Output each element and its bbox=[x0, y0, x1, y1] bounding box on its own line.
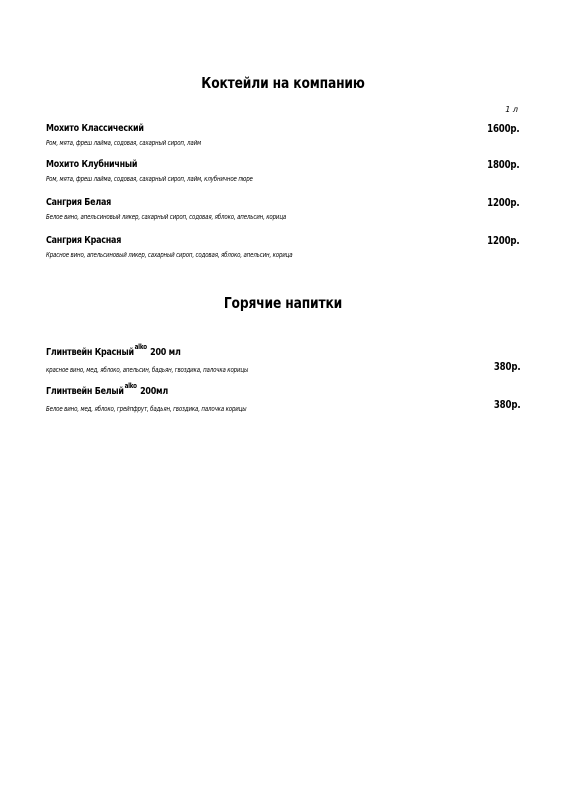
item-price: 1800р. bbox=[487, 159, 520, 171]
volume-unit-label: 1 л bbox=[505, 105, 518, 114]
item-name: Сангрия Красная bbox=[46, 235, 122, 246]
item-description: Красное вино, апельсиновый ликер, сахарный сироп, содовая, яблоко, апельсин, корица bbox=[46, 250, 293, 259]
item-price: 1200р. bbox=[487, 197, 520, 209]
item-description: Ром, мята, фреш лайма, содовая, сахарный сироп, лайм bbox=[46, 138, 201, 147]
item-name: Глинтвейн Красный bbox=[46, 347, 134, 358]
item-description: Белое вино, апельсиновый ликер, сахарный сироп, содовая, яблоко, апельсин, корица bbox=[46, 212, 287, 221]
item-description: красное вино, мед, яблоко, апельсин, бадьян, гвоздика, палочка корицы bbox=[46, 365, 249, 374]
item-name: Мохито Классический bbox=[46, 123, 144, 134]
item-name-line bbox=[46, 382, 168, 397]
alko-tag: alko bbox=[134, 343, 147, 351]
section-title-hot-drinks: Горячие напитки bbox=[223, 294, 343, 312]
item-volume: 200мл bbox=[140, 386, 168, 397]
alko-tag: alko bbox=[124, 382, 137, 390]
item-price: 380р. bbox=[493, 361, 520, 373]
item-description: Белое вино, мед, яблоко, грейпфрут, бадьян, гвоздика, палочка корицы bbox=[46, 404, 247, 413]
item-price: 380р. bbox=[493, 399, 520, 411]
item-price: 1200р. bbox=[487, 235, 520, 247]
section-title-cocktails: Коктейли на компанию bbox=[201, 74, 365, 92]
item-name: Глинтвейн Белый bbox=[46, 386, 124, 397]
item-volume: 200 мл bbox=[150, 347, 181, 358]
item-description: Ром, мята, фреш лайма, содовая, сахарный сироп, лайм, клубничное пюре bbox=[46, 174, 253, 183]
item-price: 1600р. bbox=[487, 123, 520, 135]
item-name: Мохито Клубничный bbox=[46, 159, 138, 170]
item-name: Сангрия Белая bbox=[46, 197, 112, 208]
item-name-line bbox=[46, 343, 181, 358]
